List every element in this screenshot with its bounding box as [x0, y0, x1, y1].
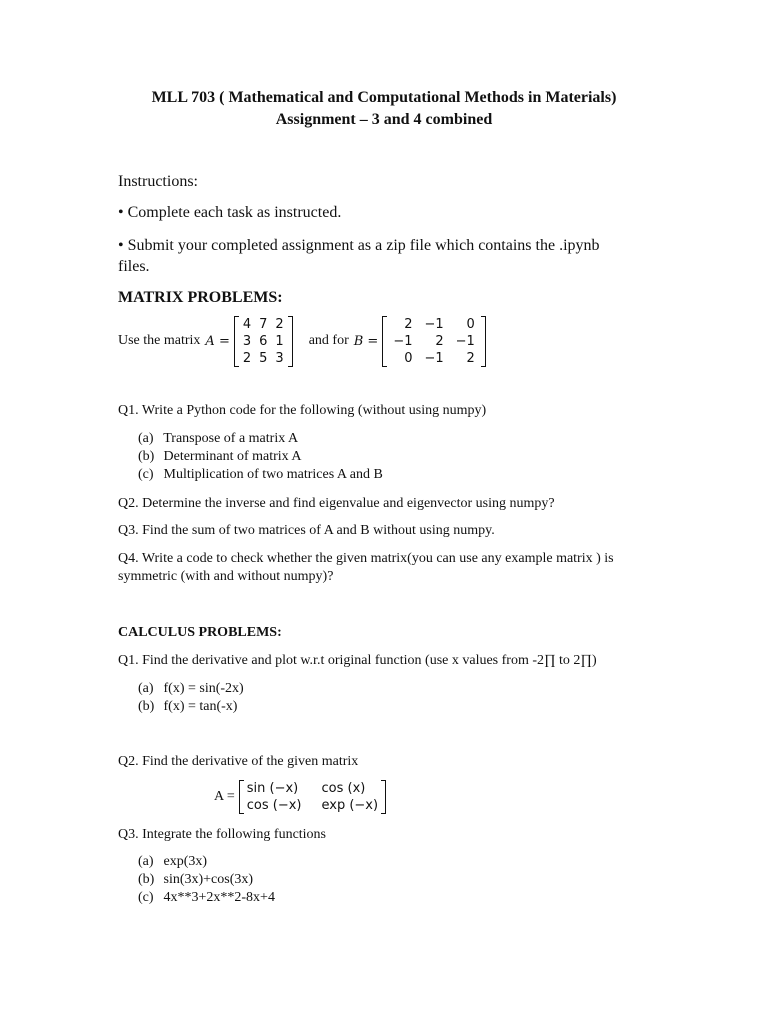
calculus-q3: Q3. Integrate the following functions: [118, 827, 327, 842]
list-item: (b) f(x) = tan(-x): [138, 699, 238, 714]
list-item: (b) sin(3x)+cos(3x): [138, 872, 254, 887]
matrix-q4-continued: symmetric (with and without numpy)?: [118, 569, 334, 584]
instruction-item-continued: files.: [118, 258, 150, 275]
calculus-q2: Q2. Find the derivative of the given matrix: [118, 754, 359, 769]
use-matrix-text: Use the matrix: [118, 333, 201, 348]
derivative-matrix: sin (−x) cos (x) cos (−x) exp (−x): [239, 780, 386, 814]
calculus-q1: Q1. Find the derivative and plot w.r.t original function (use x values from -2∏ to 2∏): [118, 653, 597, 668]
list-item: (c) 4x**3+2x**2-8x+4: [138, 890, 275, 905]
derivative-matrix-row: [214, 780, 390, 814]
list-item: (a) exp(3x): [138, 854, 208, 869]
matrix-q1: Q1. Write a Python code for the following (without using numpy): [118, 403, 487, 418]
matrix-q3: Q3. Find the sum of two matrices of A and B without using numpy.: [118, 523, 495, 538]
instructions-heading: Instructions:: [118, 173, 198, 190]
instruction-item: • Submit your completed assignment as a zip file which contains the .ipynb: [118, 237, 600, 254]
matrix-definition-row: [118, 314, 490, 368]
matrix-b-label: B =: [353, 333, 379, 349]
list-item: (a) f(x) = sin(-2x): [138, 681, 244, 696]
list-item: (a) Transpose of a matrix A: [138, 431, 299, 446]
matrix-q2: Q2. Determine the inverse and find eigenvalue and eigenvector using numpy?: [118, 496, 555, 511]
list-item: (b) Determinant of matrix A: [138, 449, 302, 464]
list-item: (c) Multiplication of two matrices A and B: [138, 467, 383, 482]
matrix-b: 2 −1 0 −1 2 −1 0 −1 2: [382, 316, 486, 367]
matrix-a: 4 7 2 3 6 1 2 5 3: [234, 316, 293, 367]
instruction-item: • Complete each task as instructed.: [118, 204, 342, 221]
matrix-problems-heading: MATRIX PROBLEMS:: [118, 289, 283, 306]
matrix-q4: Q4. Write a code to check whether the given matrix(you can use any example matrix ) is: [118, 551, 614, 566]
and-for-text: and for: [308, 333, 349, 348]
derivative-matrix-label: A =: [214, 789, 235, 804]
matrix-a-label: A =: [205, 333, 230, 349]
document-title: MLL 703 ( Mathematical and Computational Methods in Materials): [151, 89, 617, 106]
calculus-problems-heading: CALCULUS PROBLEMS:: [118, 625, 282, 640]
document-subtitle: Assignment – 3 and 4 combined: [275, 111, 493, 128]
